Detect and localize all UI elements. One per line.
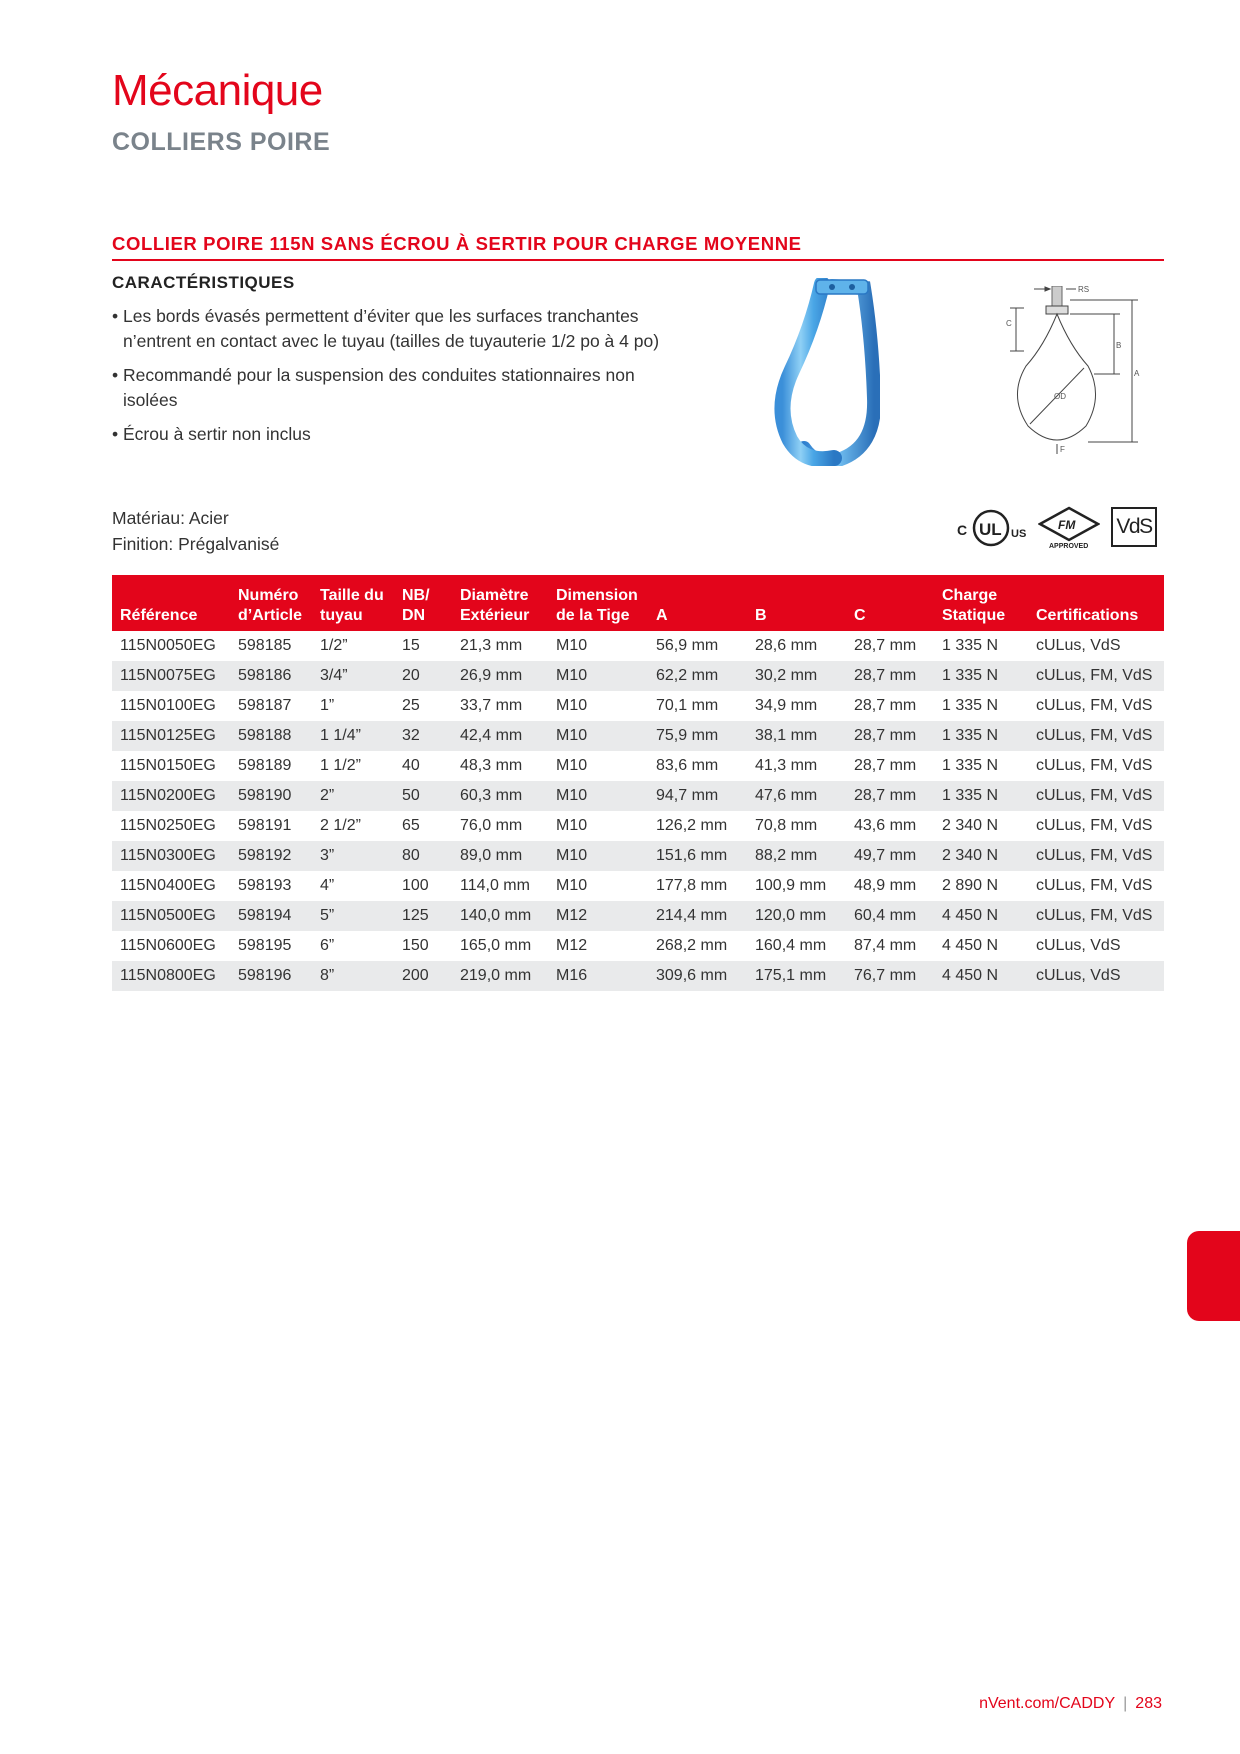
vds-logo: VdS (1111, 507, 1157, 547)
table-cell: 1 1/4” (312, 721, 394, 751)
table-cell: 4 450 N (942, 937, 999, 954)
table-cell: 126,2 mm (656, 817, 728, 834)
column-header-line: A (656, 607, 668, 624)
diagram-label-rs: RS (1078, 286, 1090, 294)
column-header (452, 575, 548, 631)
table-row (112, 751, 1164, 781)
column-header-line (1036, 586, 1160, 606)
table-cell: 598193 (238, 877, 292, 894)
column-header-line: Diamètre (460, 587, 529, 604)
diagram-label-a: A (1134, 369, 1140, 378)
column-header (112, 575, 230, 631)
table-cell: 598190 (230, 781, 312, 811)
diagram-label-c: C (1006, 319, 1012, 328)
table-cell: cULus, FM, VdS (1028, 781, 1164, 811)
column-header-line: Extérieur (460, 607, 530, 624)
table-cell: 115N0125EG (112, 721, 230, 751)
table-cell: 43,6 mm (854, 817, 917, 834)
table-cell: 47,6 mm (747, 781, 846, 811)
table-cell: 150 (402, 937, 429, 954)
table-cell: 4” (320, 877, 335, 894)
table-cell: 28,7 mm (846, 781, 934, 811)
table-cell: 598192 (230, 841, 312, 871)
table-cell: 94,7 mm (648, 781, 747, 811)
table-row (112, 871, 1164, 901)
table-cell: 1 335 N (934, 721, 1028, 751)
table-cell: 2 1/2” (320, 817, 361, 834)
spec-table (112, 575, 1164, 991)
table-cell: M10 (556, 697, 588, 714)
column-header-line: C (854, 607, 866, 624)
table-cell: M10 (548, 661, 648, 691)
page-footer (979, 1695, 1162, 1713)
table-cell: 114,0 mm (460, 877, 530, 894)
table-cell: 76,7 mm (846, 961, 934, 991)
dimension-diagram (1004, 286, 1154, 456)
column-header (934, 575, 1028, 631)
table-cell: 598195 (238, 937, 292, 954)
table-cell: M10 (548, 841, 648, 871)
fm-approved-text: APPROVED (1049, 543, 1089, 550)
table-cell: cULus, FM, VdS (1028, 661, 1164, 691)
table-cell: M16 (548, 961, 648, 991)
table-row (112, 781, 1164, 811)
table-cell: 598194 (230, 901, 312, 931)
table-cell: 160,4 mm (755, 937, 827, 954)
table-cell: 125 (394, 901, 452, 931)
column-header (230, 575, 312, 631)
table-cell: cULus, FM, VdS (1036, 877, 1153, 894)
table-cell: 56,9 mm (656, 637, 719, 654)
table-cell: 598196 (230, 961, 312, 991)
table-cell: 28,7 mm (854, 637, 917, 654)
table-row (112, 631, 1164, 661)
table-cell: 200 (394, 961, 452, 991)
table-cell: 88,2 mm (747, 841, 846, 871)
table-cell: 4 450 N (934, 961, 1028, 991)
table-cell: 70,8 mm (755, 817, 818, 834)
ul-us-text: US (1011, 528, 1027, 540)
finish-text: Finition: Prégalvanisé (112, 534, 280, 554)
table-row (112, 841, 1164, 871)
table-cell: 115N0075EG (112, 661, 230, 691)
column-header-line: Taille du (320, 587, 384, 604)
table-cell: 28,7 mm (854, 757, 917, 774)
table-cell: M12 (556, 937, 588, 954)
table-cell: cULus, VdS (1036, 637, 1121, 654)
table-cell: M10 (556, 757, 588, 774)
table-cell: 598188 (230, 721, 312, 751)
table-cell: 87,4 mm (854, 937, 917, 954)
table-cell: 115N0050EG (120, 637, 216, 654)
column-header (747, 575, 846, 631)
table-cell: 4 450 N (934, 901, 1028, 931)
table-cell: 28,7 mm (854, 697, 917, 714)
table-cell: 598186 (230, 661, 312, 691)
page-title: Mécanique (112, 66, 323, 115)
table-cell: 8” (312, 961, 394, 991)
page-subtitle: COLLIERS POIRE (112, 128, 331, 156)
table-cell: 70,1 mm (656, 697, 719, 714)
table-cell: 50 (394, 781, 452, 811)
table-cell: 598191 (238, 817, 292, 834)
column-header-line: Charge (942, 587, 998, 604)
table-cell: 60,4 mm (846, 901, 934, 931)
table-cell: cULus, FM, VdS (1036, 757, 1153, 774)
fm-approved-logo (1038, 506, 1100, 550)
column-header-line: d’Article (238, 607, 303, 624)
section-tab (1187, 1231, 1240, 1321)
table-cell: 1 335 N (934, 661, 1028, 691)
table-cell: 49,7 mm (846, 841, 934, 871)
table-cell: 598189 (238, 757, 292, 774)
section-title: COLLIER POIRE 115N SANS ÉCROU À SERTIR POUR CHARGE MOYENNE (112, 233, 802, 254)
table-cell: M10 (556, 817, 588, 834)
diagram-label-f: F (1060, 445, 1065, 454)
material-info (112, 505, 279, 557)
table-cell: cULus, FM, VdS (1028, 901, 1164, 931)
table-cell: 34,9 mm (755, 697, 818, 714)
table-cell: 76,0 mm (460, 817, 523, 834)
table-cell: 214,4 mm (648, 901, 747, 931)
table-cell: 32 (394, 721, 452, 751)
column-header (394, 575, 452, 631)
table-cell: 5” (312, 901, 394, 931)
column-header-line (656, 586, 743, 606)
column-header (548, 575, 648, 631)
table-cell: 6” (320, 937, 335, 954)
table-cell: 83,6 mm (656, 757, 719, 774)
table-cell: 115N0100EG (120, 697, 216, 714)
table-cell: 115N0200EG (112, 781, 230, 811)
diagram-label-od: OD (1054, 392, 1066, 401)
table-cell: 115N0250EG (120, 817, 216, 834)
features-heading: CARACTÉRISTIQUES (112, 273, 295, 292)
table-cell: 3” (312, 841, 394, 871)
page-number: 283 (1135, 1695, 1162, 1712)
table-cell: M10 (548, 721, 648, 751)
table-cell: 42,4 mm (452, 721, 548, 751)
table-cell: 151,6 mm (648, 841, 747, 871)
table-cell: 28,7 mm (846, 721, 934, 751)
table-cell: 3/4” (312, 661, 394, 691)
section-divider (112, 259, 1164, 261)
table-cell: 1 1/2” (320, 757, 361, 774)
table-cell: 309,6 mm (648, 961, 747, 991)
column-header (648, 575, 747, 631)
feature-item: • Les bords évasés permettent d’éviter que les surfaces tranchantes n’entrent en contact avec le tuyau (tailles de tuyauterie 1/2 po à 4 po) (112, 304, 692, 354)
table-cell: cULus, FM, VdS (1028, 841, 1164, 871)
column-header-line: de la Tige (556, 607, 630, 624)
table-cell: M10 (548, 781, 648, 811)
product-photo-image (772, 278, 880, 466)
table-cell: M12 (548, 901, 648, 931)
table-cell: 1 335 N (934, 781, 1028, 811)
footer-separator: | (1123, 1695, 1128, 1712)
table-cell: 1 335 N (942, 637, 999, 654)
table-cell: 1 335 N (942, 697, 999, 714)
column-header (312, 575, 394, 631)
fm-mark-text: FM (1058, 518, 1076, 532)
table-row (112, 661, 1164, 691)
table-cell: 20 (394, 661, 452, 691)
table-cell: 38,1 mm (747, 721, 846, 751)
table-cell: M10 (556, 637, 588, 654)
footer-url-link[interactable]: nVent.com/CADDY (979, 1695, 1116, 1712)
table-cell: 115N0500EG (112, 901, 230, 931)
table-row (112, 961, 1164, 991)
features-list (112, 304, 692, 456)
table-cell: 40 (402, 757, 420, 774)
table-cell: 115N0150EG (120, 757, 216, 774)
column-header-line: Dimension (556, 587, 638, 604)
table-cell: 177,8 mm (656, 877, 728, 894)
table-cell: 219,0 mm (452, 961, 548, 991)
certification-logos (955, 506, 1160, 550)
column-header-line: tuyau (320, 607, 363, 624)
table-cell: 1” (320, 697, 335, 714)
feature-item: • Écrou à sertir non inclus (112, 422, 692, 447)
table-cell: 41,3 mm (755, 757, 818, 774)
table-cell: 60,3 mm (452, 781, 548, 811)
column-header-line (755, 586, 842, 606)
table-cell: 598187 (238, 697, 292, 714)
column-header-line: Numéro (238, 587, 299, 604)
table-cell: 89,0 mm (452, 841, 548, 871)
table-cell: 48,9 mm (854, 877, 917, 894)
table-cell: 175,1 mm (747, 961, 846, 991)
table-cell: 2” (312, 781, 394, 811)
table-header-row (112, 575, 1164, 631)
table-cell: 48,3 mm (460, 757, 523, 774)
table-cell: 100 (402, 877, 429, 894)
table-row (112, 721, 1164, 751)
table-cell: 115N0400EG (120, 877, 216, 894)
column-header (846, 575, 934, 631)
table-cell: 28,7 mm (846, 661, 934, 691)
column-header-line: DN (402, 607, 426, 624)
column-header (1028, 575, 1164, 631)
table-cell: 120,0 mm (747, 901, 846, 931)
column-header-line (120, 586, 226, 606)
table-cell: 115N0600EG (120, 937, 216, 954)
feature-item: • Recommandé pour la suspension des conduites stationnaires non isolées (112, 363, 692, 413)
table-cell: 28,6 mm (755, 637, 818, 654)
column-header-line: Statique (942, 607, 1006, 624)
table-cell: cULus, FM, VdS (1036, 817, 1153, 834)
table-cell: 15 (402, 637, 420, 654)
table-cell: cULus, FM, VdS (1036, 697, 1153, 714)
table-cell: 598185 (238, 637, 292, 654)
table-cell: 30,2 mm (747, 661, 846, 691)
table-cell: 1/2” (320, 637, 348, 654)
column-header-line (854, 586, 930, 606)
table-cell: 1 335 N (942, 757, 999, 774)
material-text: Matériau: Acier (112, 508, 229, 528)
table-cell: cULus, VdS (1028, 961, 1164, 991)
ul-mark-text: UL (979, 520, 1002, 539)
table-row (112, 691, 1164, 721)
table-cell: 115N0300EG (112, 841, 230, 871)
column-header-line: Certifications (1036, 607, 1139, 624)
table-cell: 2 340 N (934, 841, 1028, 871)
column-header-line: Référence (120, 607, 198, 624)
column-header-line: NB/ (402, 587, 430, 604)
table-cell: 65 (402, 817, 420, 834)
table-row (112, 931, 1164, 961)
column-header-line: B (755, 607, 767, 624)
table-cell: cULus, VdS (1036, 937, 1121, 954)
table-cell: 75,9 mm (648, 721, 747, 751)
table-cell: 26,9 mm (452, 661, 548, 691)
table-cell: 33,7 mm (460, 697, 523, 714)
table-cell: 140,0 mm (452, 901, 548, 931)
table-cell: cULus, FM, VdS (1028, 721, 1164, 751)
table-cell: 25 (402, 697, 420, 714)
ul-c-text: C (957, 522, 968, 538)
table-cell: 2 890 N (942, 877, 999, 894)
table-cell: M10 (556, 877, 588, 894)
table-row (112, 811, 1164, 841)
table-row (112, 901, 1164, 931)
table-cell: 115N0800EG (112, 961, 230, 991)
table-cell: 62,2 mm (648, 661, 747, 691)
table-cell: 165,0 mm (460, 937, 532, 954)
ul-logo (955, 508, 1028, 548)
table-cell: 80 (394, 841, 452, 871)
table-cell: 21,3 mm (460, 637, 523, 654)
table-cell: 2 340 N (942, 817, 999, 834)
table-cell: 268,2 mm (656, 937, 728, 954)
table-cell: 100,9 mm (755, 877, 827, 894)
diagram-label-b: B (1116, 341, 1122, 350)
